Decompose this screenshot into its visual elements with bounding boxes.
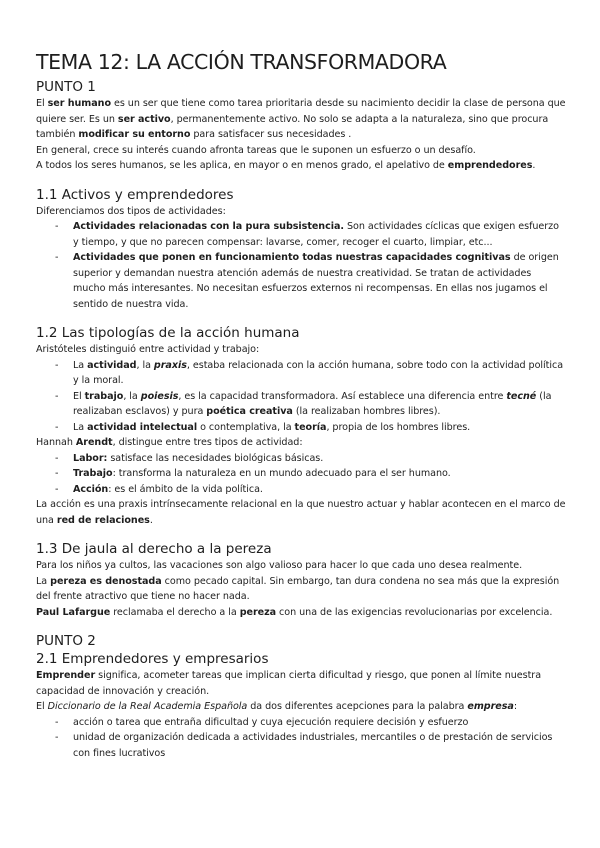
page-title: TEMA 12: LA ACCIÓN TRANSFORMADORA bbox=[36, 50, 447, 74]
arendt-intro: Hannah Arendt, distingue entre tres tipos de actividad: bbox=[36, 437, 303, 448]
section-2-1-heading: 2.1 Emprendedores y empresarios bbox=[36, 651, 269, 667]
section-1-2-heading: 1.2 Las tipologías de la acción humana bbox=[36, 325, 300, 341]
section-1-3-paragraph-2: La pereza es denostada como pecado capital. Sin embargo, tan dura condena no sea más que la expresión del frente atractivo que tiene no hacer nada. bbox=[36, 575, 560, 602]
section-1-2-list bbox=[36, 358, 566, 436]
list-item: - acción o tarea que entraña dificultad y cuya ejecución requiere decisión y esfuerzo bbox=[55, 716, 469, 728]
list-item: - La actividad intelectual o contemplativa, la teoría, propia de los hombres libres. bbox=[55, 421, 471, 433]
punto-1-paragraph-1: El ser humano es un ser que tiene como tarea prioritaria desde su nacimiento decidir la clase de persona que quiere ser. Es un ser activo, permanentemente activo. No solo se adapta a la naturaleza, sino que procura también modificar su entorno para satisfacer sus necesidades . bbox=[36, 98, 566, 140]
list-item: - Labor: satisface las necesidades biológicas básicas. bbox=[55, 452, 324, 464]
punto-1-paragraph-3: A todos los seres humanos, se les aplica, en mayor o en menos grado, el apelativo de emprendedores. bbox=[36, 160, 536, 171]
list-item: - Actividades relacionadas con la pura subsistencia. Son actividades cíclicas que exigen esfuerzo y tiempo, y que no parecen compensar: lavarse, comer, recoger el cuarto, limpiar, etc... bbox=[55, 221, 559, 248]
list-item: - unidad de organización dedicada a actividades industriales, mercantiles o de prestación de servicios con fines lucrativos bbox=[55, 732, 553, 759]
section-2-1-paragraph-1: Emprender significa, acometer tareas que implican cierta dificultad y riesgo, que ponen al límite nuestra capacidad de innovación y creación. bbox=[36, 670, 542, 697]
section-2-1-list bbox=[36, 715, 566, 762]
punto-1-paragraph-2: En general, crece su interés cuando afronta tareas que le suponen un esfuerzo o un desafío. bbox=[36, 144, 476, 156]
list-item: - El trabajo, la poiesis, es la capacidad transformadora. Así establece una diferencia entre tecné (la realizaban esclavos) y pura poética creativa (la realizaban hombres libres). bbox=[55, 390, 552, 417]
section-1-2-intro: Aristóteles distinguió entre actividad y trabajo: bbox=[36, 344, 260, 355]
section-1-3-paragraph-1: Para los niños ya cultos, las vacaciones son algo valioso para hacer lo que cada uno desea realmente. bbox=[36, 560, 523, 571]
document-page bbox=[36, 50, 566, 761]
list-item: - Actividades que ponen en funcionamiento todas nuestras capacidades cognitivas de origen superior y demandan nuestra atención además de nuestra creatividad. Se tratan de actividades mucho más interesantes. No necesitan esfuerzos externos ni recompensas. En ellas nos jugamos el sentido de nuestra vida. bbox=[55, 252, 559, 310]
punto-2-heading: PUNTO 2 bbox=[36, 633, 96, 649]
section-1-3-heading: 1.3 De jaula al derecho a la pereza bbox=[36, 541, 272, 557]
section-1-1-heading: 1.1 Activos y emprendedores bbox=[36, 186, 234, 203]
list-item: - La actividad, la praxis, estaba relacionada con la acción humana, sobre todo con la actividad política y la moral. bbox=[55, 359, 564, 386]
section-1-1-intro: Diferenciamos dos tipos de actividades: bbox=[36, 205, 226, 217]
section-1-2-closing: La acción es una praxis intrínsecamente relacional en la que nuestro actuar y hablar acontecen en el marco de una red de relaciones. bbox=[36, 499, 566, 526]
section-1-3-paragraph-3: Paul Lafargue reclamaba el derecho a la pereza con una de las exigencias revolucionarias por excelencia. bbox=[36, 606, 553, 618]
list-item: - Trabajo: transforma la naturaleza en un mundo adecuado para el ser humano. bbox=[55, 468, 451, 479]
section-1-1-list bbox=[36, 219, 566, 312]
list-item: - Acción: es el ámbito de la vida política. bbox=[55, 483, 263, 495]
section-2-1-paragraph-2: El Diccionario de la Real Academia Española da dos diferentes acepciones para la palabra empresa: bbox=[36, 701, 518, 712]
arendt-list bbox=[36, 451, 566, 498]
punto-1-heading: PUNTO 1 bbox=[36, 79, 96, 95]
